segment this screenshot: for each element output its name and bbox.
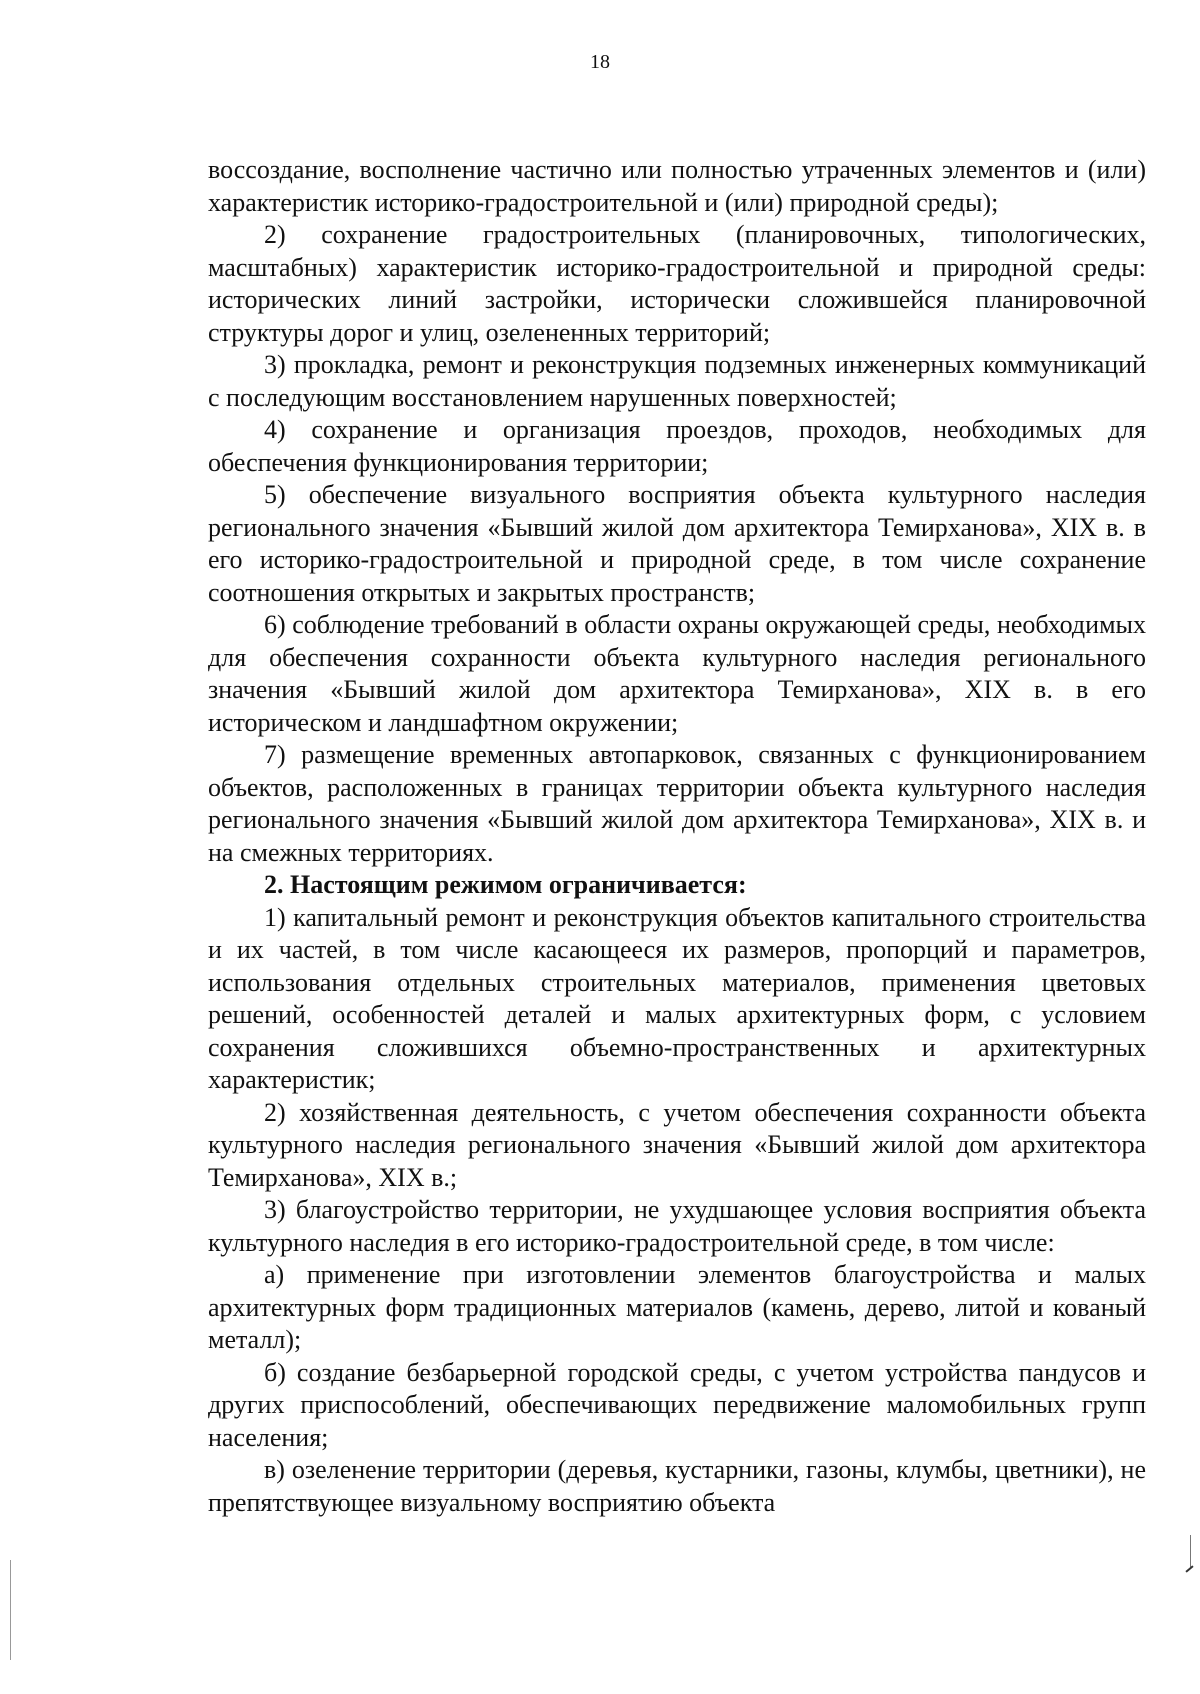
paragraph-item-3: 3) прокладка, ремонт и реконструкция подземных инженерных коммуникаций с последующим восстановлением нарушенных поверхностей; xyxy=(208,350,1146,412)
document-body xyxy=(208,154,1146,1519)
paragraph-subitem-a: а) применение при изготовлении элементов благоустройства и малых архитектурных форм традиционных материалов (камень, дерево, литой и кованый металл); xyxy=(208,1260,1146,1354)
paragraph-item-4: 4) сохранение и организация проездов, проходов, необходимых для обеспечения функционирования территории; xyxy=(208,415,1146,477)
paragraph-item-6: 6) соблюдение требований в области охраны окружающей среды, необходимых для обеспечения сохранности объекта культурного наследия регионального значения «Бывший жилой дом архитектора Темирханова», XIX в. в его историческом и ландшафтном окружении; xyxy=(208,610,1146,737)
paragraph-restriction-1: 1) капитальный ремонт и реконструкция объектов капитального строительства и их частей, в том числе касающееся их размеров, пропорций и параметров, использования отдельных строительных материалов, применения цветовых решений, особенностей деталей и малых архитектурных форм, с условием сохранения сложившихся объемно-пространственных и архитектурных характеристик; xyxy=(208,902,1146,1094)
page-number: 18 xyxy=(590,51,610,73)
paragraph-restriction-3: 3) благоустройство территории, не ухудшающее условия восприятия объекта культурного наследия в его историко-градостроительной среде, в том числе: xyxy=(208,1195,1146,1257)
paragraph-restriction-2: 2) хозяйственная деятельность, с учетом обеспечения сохранности объекта культурного наследия регионального значения «Бывший жилой дом архитектора Темирханова», XIX в.; xyxy=(208,1097,1146,1192)
paragraph-continuation: воссоздание, восполнение частично или полностью утраченных элементов и (или) характеристик историко-градостроительной и (или) природной среды); xyxy=(208,155,1146,217)
scan-edge-mark-left xyxy=(10,1560,11,1660)
paragraph-item-5: 5) обеспечение визуального восприятия объекта культурного наследия регионального значения «Бывший жилой дом архитектора Темирханова», XIX в. в его историко-градостроительной и природной среде, в том числе сохранение соотношения открытых и закрытых пространств; xyxy=(208,480,1146,607)
paragraph-item-2: 2) сохранение градостроительных (планировочных, типологических, масштабных) характеристик историко-градостроительной и природной среды: исторических линий застройки, исторически сложившейся планировочной структуры дорог и улиц, озелененных территорий; xyxy=(208,220,1146,347)
section-heading-text: 2. Настоящим режимом ограничивается: xyxy=(264,870,747,899)
scan-tick-mark xyxy=(1185,1565,1193,1572)
paragraph-item-7: 7) размещение временных автопарковок, связанных с функционированием объектов, расположенных в границах территории объекта культурного наследия регионального значения «Бывший жилой дом архитектора Темирханова», XIX в. и на смежных территориях. xyxy=(208,740,1146,867)
paragraph-subitem-v: в) озеленение территории (деревья, кустарники, газоны, клумбы, цветники), не препятствующее визуальному восприятию объекта xyxy=(208,1455,1146,1517)
scan-edge-mark-right xyxy=(1190,1535,1191,1567)
section-heading-restrictions xyxy=(208,869,1146,902)
paragraph-subitem-b: б) создание безбарьерной городской среды, с учетом устройства пандусов и других приспособлений, обеспечивающих передвижение маломобильных групп населения; xyxy=(208,1357,1146,1452)
